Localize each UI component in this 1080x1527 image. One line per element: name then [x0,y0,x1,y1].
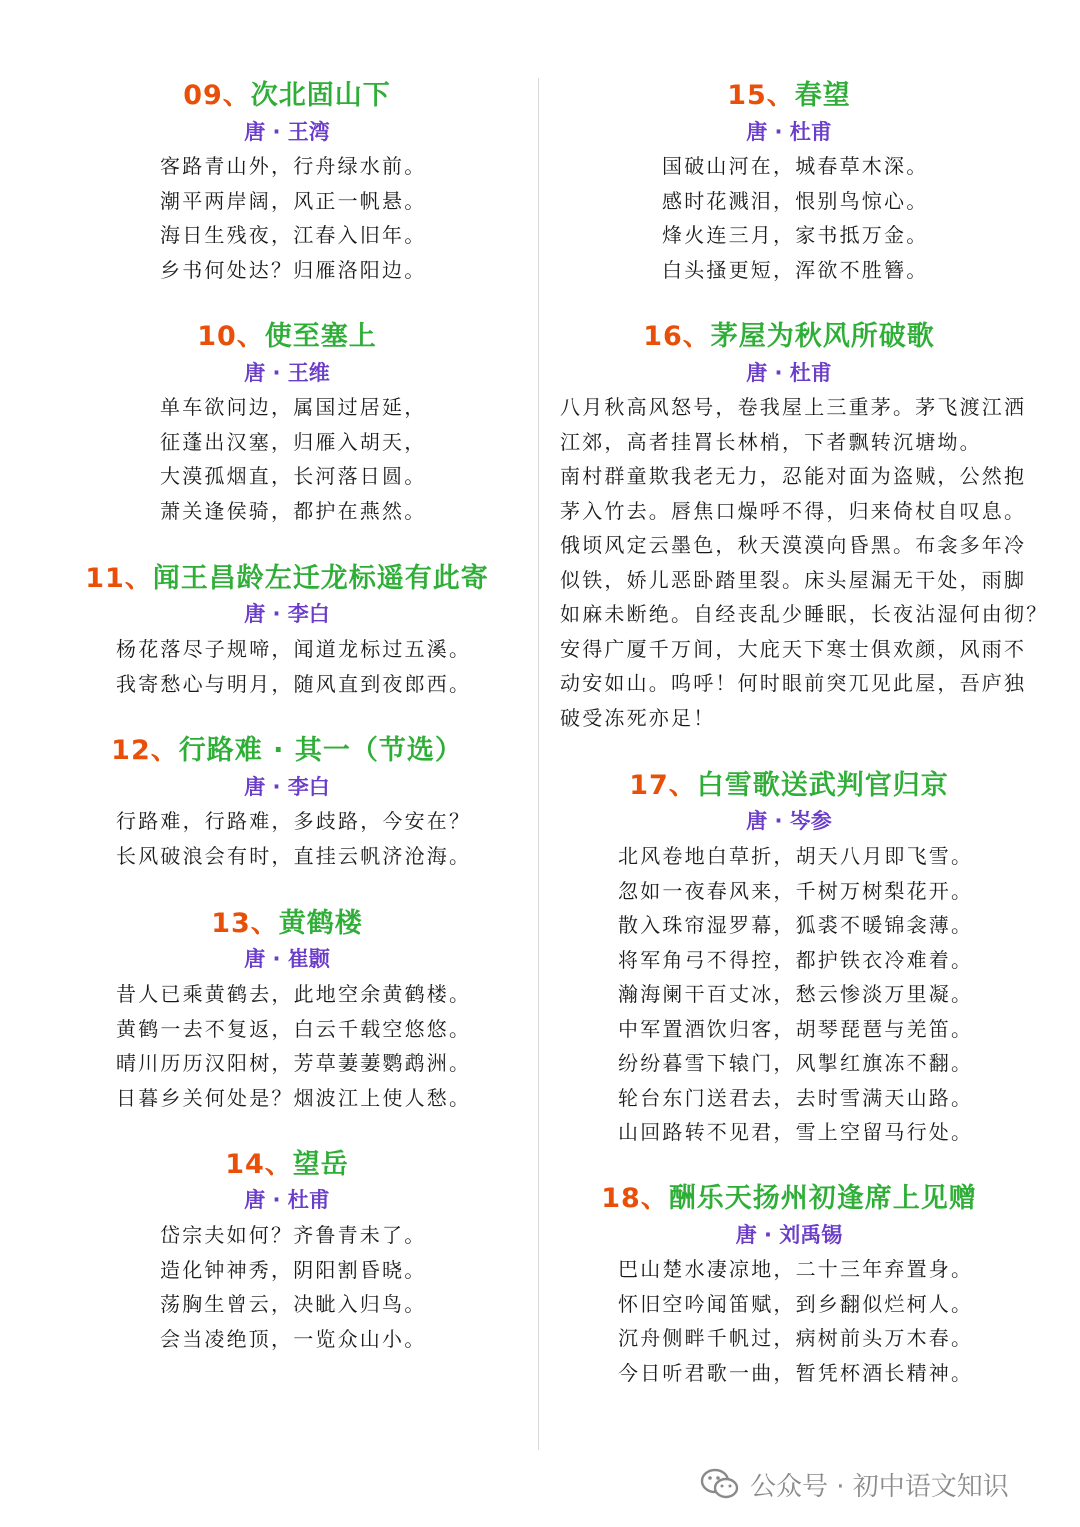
poem-line: 轮台东门送君去，去时雪满天山路。 [618,1085,974,1110]
poem-line: 八月秋高风怒号，卷我屋上三重茅。茅飞渡江洒 [560,395,1027,419]
poem-title [183,78,391,114]
column-divider [538,78,539,1450]
poem-number: 10、 [197,321,265,352]
poem-line: 将军角弓不得控，都护铁衣冷难着。 [618,947,974,972]
poem-line: 中军置酒饮归客，胡琴琵琶与羌笛。 [618,1016,974,1041]
poem-line: 俄顷风定云墨色，秋天漠漠向昏黑。布衾多年冷 [560,533,1027,557]
poem-line: 乡书何处达？归雁洛阳边。 [160,257,427,282]
poem-line: 烽火连三月，家书抵万金。 [662,223,929,247]
poem-line: 客路青山外，行舟绿水前。 [160,154,427,178]
poem-line: 北风卷地白草折，胡天八月即飞雪。 [618,844,974,868]
poem-line: 长风破浪会有时，直挂云帆济沧海。 [116,843,472,868]
poem-name: 茅屋为秋风所破歌 [710,321,935,352]
poem-line: 江郊，高者挂罥长林梢，下者飘转沉塘坳。 [560,429,982,454]
poem-author: 唐 · 杜甫 [244,1188,330,1212]
poem-line: 散入珠帘湿罗幕，狐裘不暖锦衾薄。 [618,913,974,937]
poem-line: 怀旧空吟闻笛赋，到乡翻似烂柯人。 [618,1291,974,1316]
poem-line: 大漠孤烟直，长河落日圆。 [160,464,427,488]
poem-author: 唐 · 杜甫 [746,120,832,144]
poem-line: 茅入竹去。唇焦口燥呼不得，归来倚杖自叹息。 [560,498,1027,523]
poem-author: 唐 · 王维 [244,361,330,385]
poem-name: 闻王昌龄左迁龙标遥有此寄 [152,563,489,594]
poem-line: 似铁，娇儿恶卧踏里裂。床头屋漏无干处，雨脚 [560,567,1027,592]
poem-number: 18、 [601,1183,669,1214]
poem-title [111,733,463,769]
poem-number: 16、 [643,321,711,352]
poem-number: 11、 [85,563,153,594]
poem-name: 次北固山下 [250,80,391,111]
poem-number: 09、 [183,80,251,111]
poem-line: 如麻未断绝。自经丧乱少睡眠，长夜沾湿何由彻？ [560,602,1049,626]
poem-line: 动安如山。呜呼！何时眼前突兀见此屋，吾庐独 [560,671,1027,695]
poem-line: 今日听君歌一曲，暂凭杯酒长精神。 [618,1360,974,1385]
poem-line: 行路难，行路难，多歧路，今安在？ [116,809,472,833]
poem-line: 沉舟侧畔千帆过，病树前头万木春。 [618,1326,974,1350]
poem-line: 破受冻死亦足！ [560,705,716,730]
poem-line: 岱宗夫如何？齐鲁青未了。 [160,1223,427,1247]
poem-author: 唐 · 崔颢 [244,947,330,971]
poem-line: 萧关逢侯骑，都护在燕然。 [160,498,427,523]
poem-line: 日暮乡关何处是？烟波江上使人愁。 [116,1085,472,1110]
poem-author: 唐 · 杜甫 [746,361,832,385]
poem-line: 会当凌绝顶，一览众山小。 [160,1326,427,1351]
poem-line: 瀚海阑干百丈冰，愁云惨淡万里凝。 [618,982,974,1006]
poem-author: 唐 · 李白 [244,602,330,626]
poem-author: 唐 · 刘禹锡 [735,1223,843,1247]
poem-line: 白头搔更短，浑欲不胜簪。 [662,257,929,282]
poem-line: 造化钟神秀，阴阳割昏晓。 [160,1257,427,1282]
poem-name: 春望 [794,80,851,111]
poem-title [643,319,935,355]
poem-line: 单车欲问边，属国过居延， [160,395,427,419]
poem-name: 黄鹤楼 [278,908,363,939]
watermark [700,1464,1009,1504]
poem-line: 征蓬出汉塞，归雁入胡天， [160,429,427,454]
poem-line: 昔人已乘黄鹤去，此地空余黄鹤楼。 [116,982,472,1006]
poem-title [197,319,377,355]
poem-number: 13、 [211,908,279,939]
poem-line: 山回路转不见君，雪上空留马行处。 [618,1120,974,1144]
poem-name: 白雪歌送武判官归京 [696,770,949,801]
poem-title [85,561,489,597]
poem-line: 感时花溅泪，恨别鸟惊心。 [662,188,929,213]
poem-line: 纷纷暮雪下辕门，风掣红旗冻不翻。 [618,1051,974,1075]
poem-line: 忽如一夜春风来，千树万树梨花开。 [618,878,974,903]
poem-author: 唐 · 王湾 [244,120,330,144]
poem-number: 14、 [225,1149,293,1180]
poem-line: 南村群童欺我老无力，忍能对面为盗贼，公然抱 [560,464,1027,488]
poem-author: 唐 · 岑参 [746,809,832,833]
poem-name: 酬乐天扬州初逢席上见赠 [668,1183,977,1214]
poem-title [727,78,851,114]
watermark-text: 公众号 · 初中语文知识 [750,1471,1009,1502]
poem-line: 杨花落尽子规啼，闻道龙标过五溪。 [116,637,472,661]
poem-line: 荡胸生曾云，决眦入归鸟。 [160,1292,427,1316]
poem-number: 12、 [111,735,179,766]
poem-line: 安得广厦千万间，大庇天下寒士俱欢颜，风雨不 [560,636,1027,661]
poem-title [601,1181,977,1217]
poem-line: 国破山河在，城春草木深。 [662,154,929,178]
poem-name: 望岳 [292,1149,349,1180]
poem-line: 黄鹤一去不复返，白云千载空悠悠。 [116,1016,472,1041]
poem-line: 我寄愁心与明月，随风直到夜郎西。 [116,671,472,696]
poem-number: 15、 [727,80,795,111]
poem-author: 唐 · 李白 [244,775,330,799]
poem-title [629,768,949,804]
poem-line: 巴山楚水凄凉地，二十三年弃置身。 [618,1257,974,1281]
wechat-icon [700,1467,740,1501]
poem-name: 使至塞上 [264,321,377,352]
poem-line: 潮平两岸阔，风正一帆悬。 [160,188,427,213]
poem-number: 17、 [629,770,697,801]
poem-title [225,1147,349,1183]
poem-name: 行路难 · 其一（节选） [178,735,463,766]
poem-line: 海日生残夜，江春入旧年。 [160,223,427,247]
poem-title [211,906,363,942]
poem-line: 晴川历历汉阳树，芳草萋萋鹦鹉洲。 [116,1051,472,1075]
